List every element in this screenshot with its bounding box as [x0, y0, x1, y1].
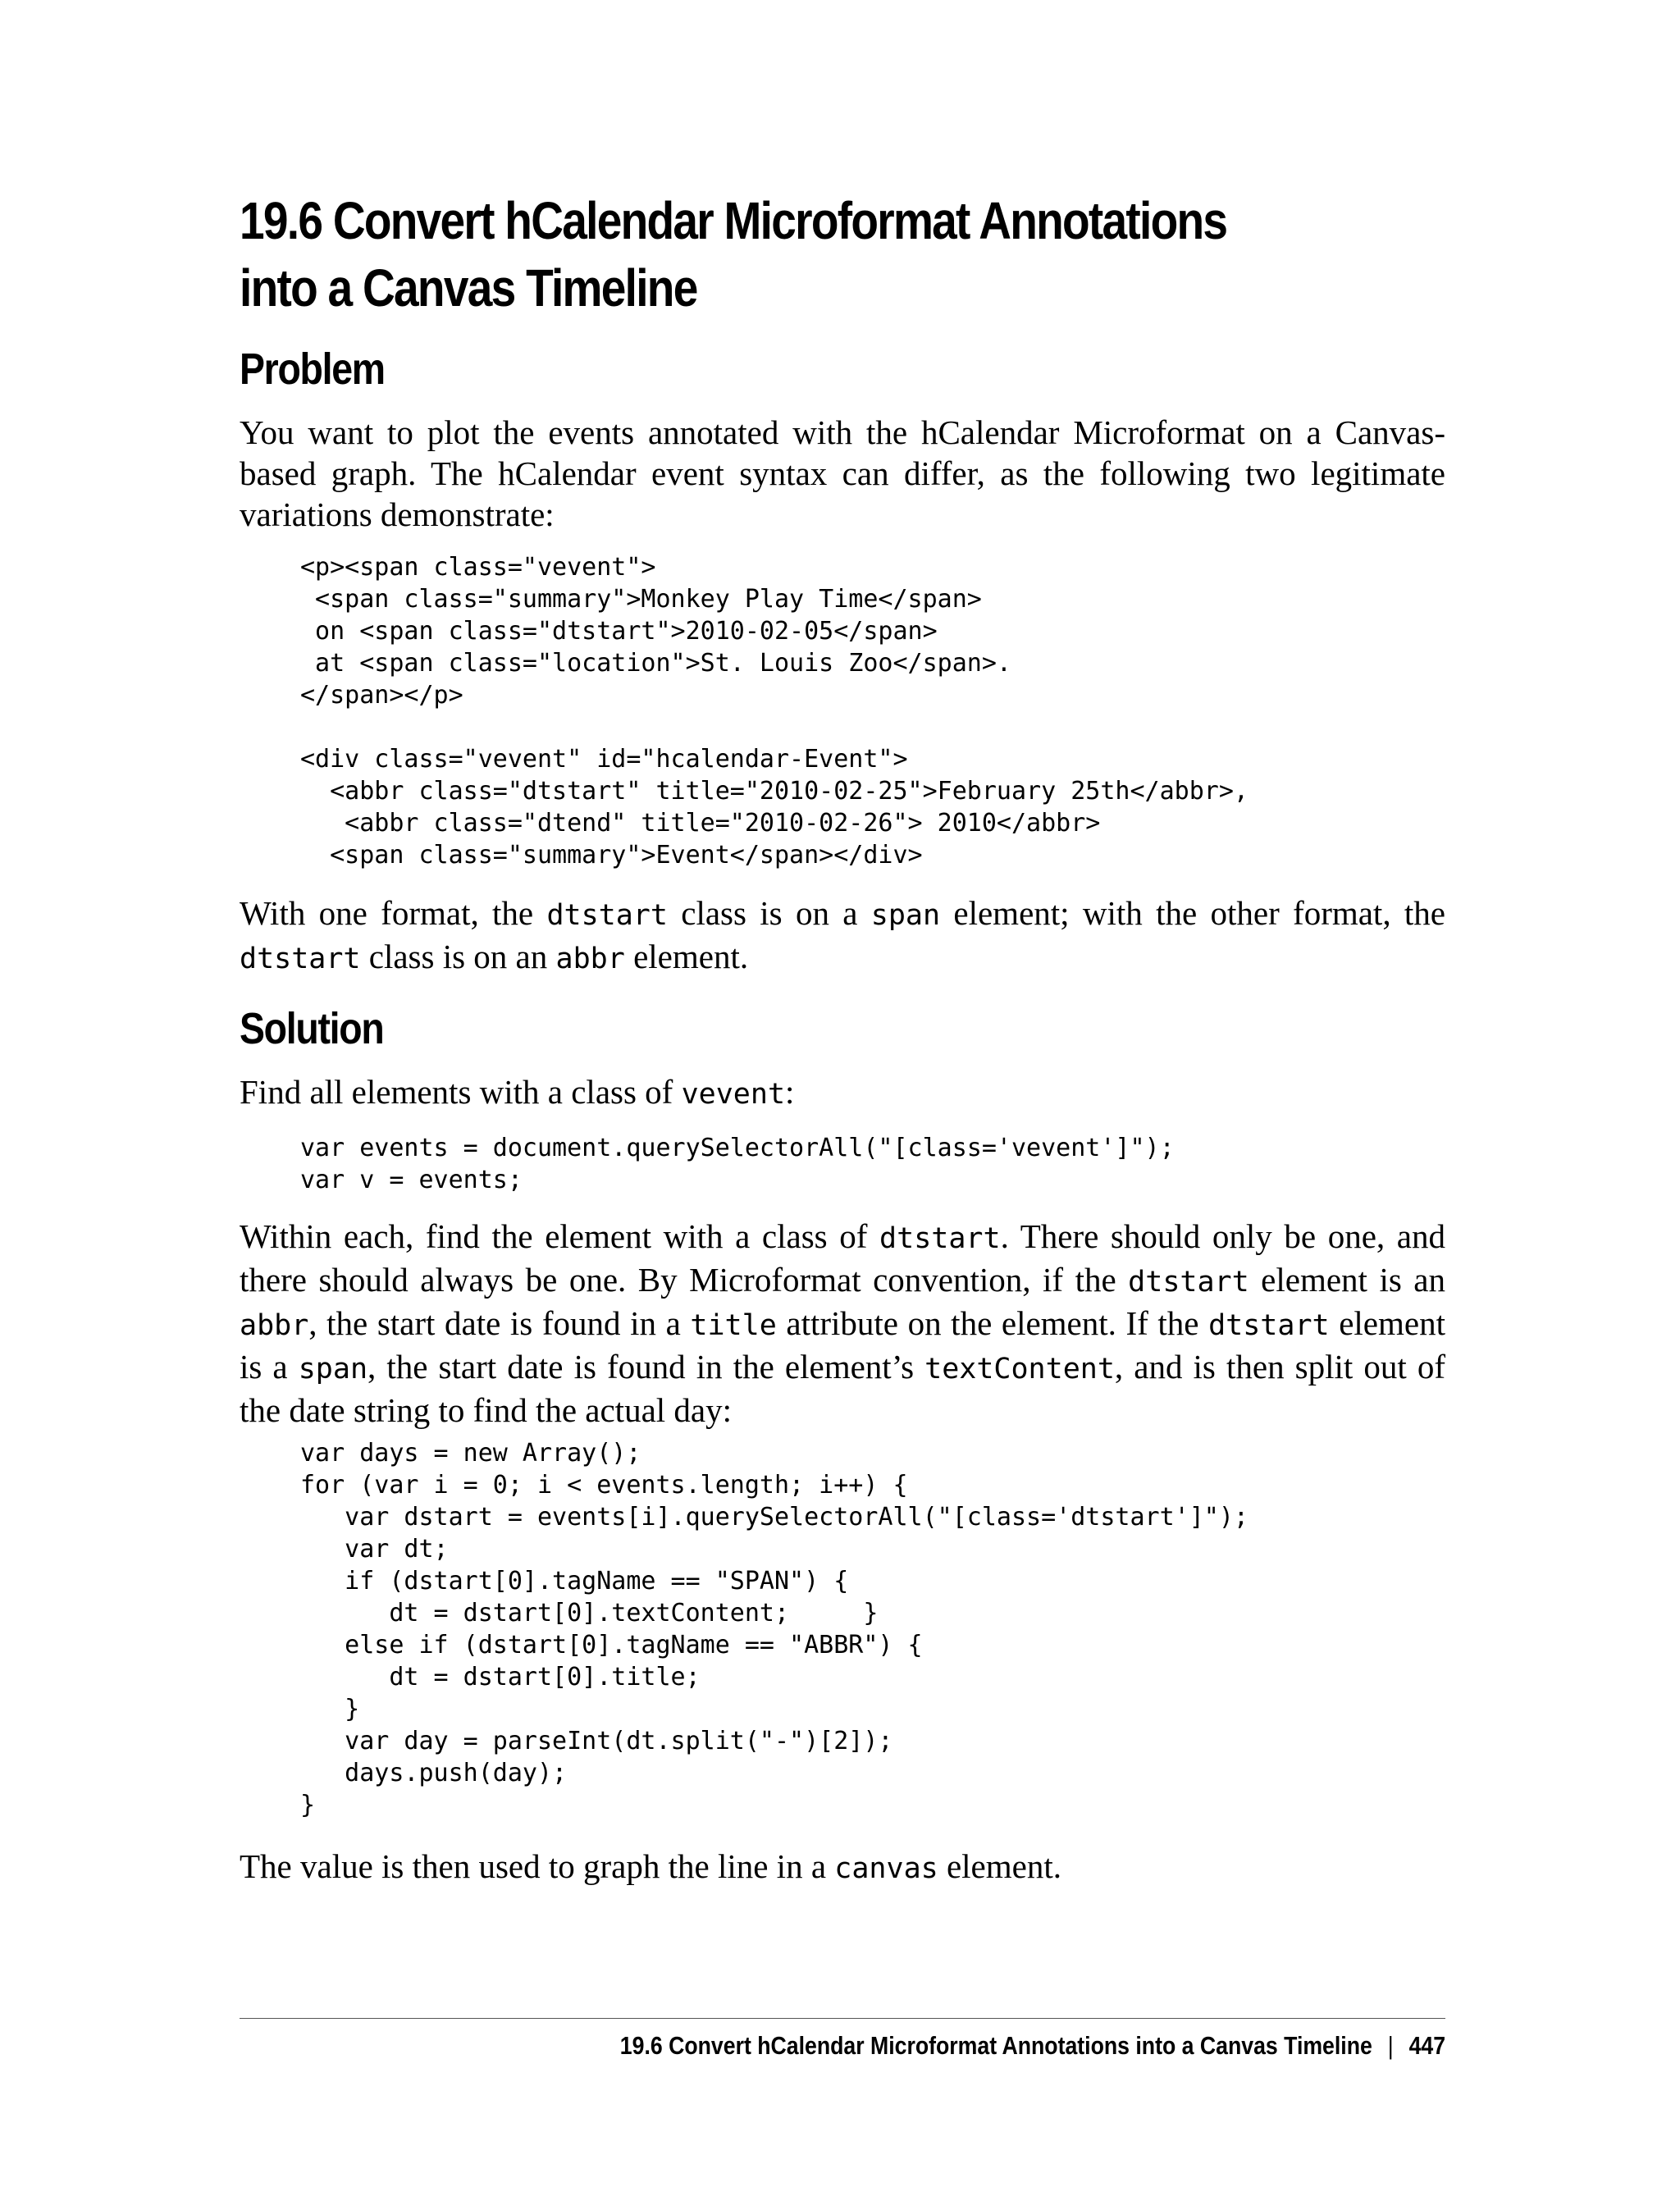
inline-code: span [870, 899, 941, 932]
section-title-line-2: into a Canvas Timeline [240, 258, 697, 317]
hcalendar-example-code: <p><span class="vevent"> <span class="summary">Monkey Play Time</span> on <span class="dtstart">2010-02-05</span> at <span class="location">St. Louis Zoo</span>. </span></p> <div class="vevent" id="hcalendar-Event"> <abbr class="dtstart" title="2010-02-25">February 25th</abbr>, <abbr class="dtend" title="2010-02-26"> 2010</abbr> <span class="summary">Event</span></div> [300, 553, 1249, 870]
inline-code: dtstart [240, 943, 361, 975]
section-title [240, 187, 1284, 322]
problem-heading: Problem [240, 345, 385, 394]
page-footer [620, 2029, 1445, 2062]
footer-divider [240, 2018, 1445, 2019]
query-events-code: var events = document.querySelectorAll("[class='vevent']"); var v = events; [300, 1134, 1175, 1194]
inline-code: canvas [834, 1852, 938, 1885]
inline-code: abbr [240, 1309, 309, 1342]
dtstart-explanation-paragraph: Within each, find the element with a class of dtstart. There should only be one, and there should always be one. By Microformat convention, if the dtstart element is an abbr, the start date is found in a title attribute on the element. If the dtstart element is a span, the start date is found in the element’s textContent, and is then split out of the date string to find the actual day: [240, 1217, 1446, 1429]
inline-code: vevent [681, 1078, 786, 1111]
inline-code: abbr [555, 943, 625, 975]
problem-intro-paragraph: You want to plot the events annotated with the hCalendar Microformat on a Canvas-based graph. The hCalendar event syntax can differ, as the following two legitimate variations demonstrate: [240, 413, 1445, 533]
parse-days-code: var days = new Array(); for (var i = 0; i < events.length; i++) { var dstart = events[i].querySelectorAll("[class='dtstart']"); var dt; if (dstart[0].tagName == "SPAN") { dt = dstart[0].textContent; } else if (dstart[0].tagName == "ABBR") { dt = dstart[0].title; } var day = parseInt(dt.split("-")[2]); days.push(day); } [300, 1439, 1249, 1819]
inline-code: dtstart [879, 1222, 1001, 1255]
format-comparison-paragraph: With one format, the dtstart class is on a span element; with the other format, the dtstart class is on an abbr element. [240, 894, 1445, 975]
find-vevent-paragraph: Find all elements with a class of vevent: [240, 1073, 795, 1111]
inline-code: title [690, 1309, 777, 1342]
page-number: 447 [1408, 2031, 1445, 2060]
inline-code: textContent [924, 1353, 1115, 1386]
running-footer-title: 19.6 Convert hCalendar Microformat Annotations into a Canvas Timeline [619, 2031, 1372, 2060]
inline-code: span [298, 1353, 368, 1386]
solution-heading: Solution [240, 1004, 384, 1053]
footer-separator: | [1387, 2031, 1394, 2060]
inline-code: dtstart [1208, 1309, 1330, 1342]
inline-code: dtstart [546, 899, 668, 932]
section-title-line-1: 19.6 Convert hCalendar Microformat Annotations [240, 191, 1227, 250]
canvas-usage-paragraph: The value is then used to graph the line in a canvas element. [240, 1847, 1061, 1885]
inline-code: dtstart [1128, 1266, 1249, 1299]
